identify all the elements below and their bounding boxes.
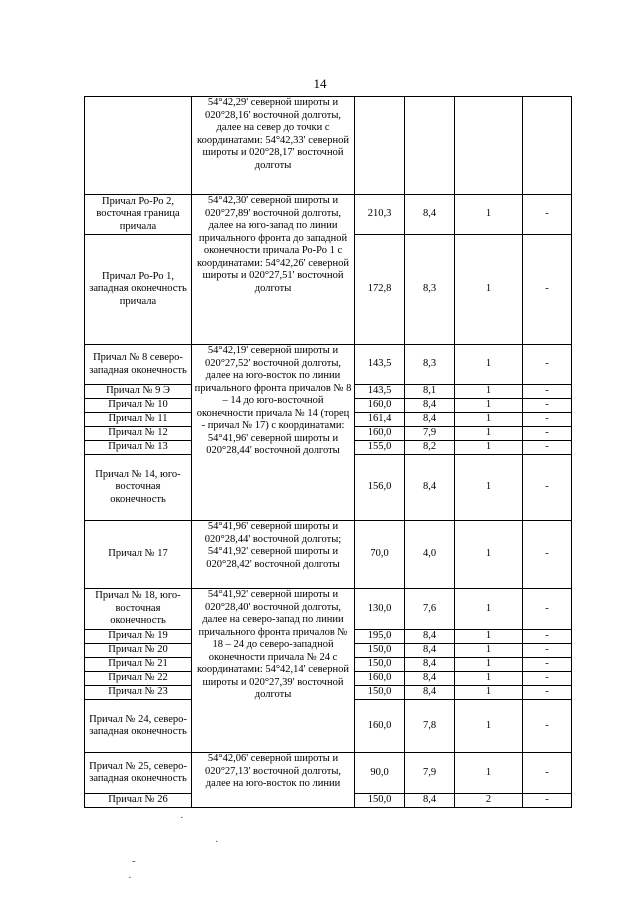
berth-name: Причал № 18, юго-восточная оконечность [85, 589, 192, 630]
berth-name: Причал № 14, юго-восточная оконечность [85, 455, 192, 521]
berth-description: 54°42,19' северной широты и 020°27,52' восточной долготы, далее на юго-восток по линии причального фронта причалов № 8 – 14 до юго-восточной оконечности причала № 14 (торец - причал № 17) с координатами: 54°41,96' северной широты и 020°28,44' восточной долготы [192, 345, 355, 521]
table-row [85, 589, 572, 630]
berth-depth: 8,4 [405, 413, 455, 427]
berth-name: Причал № 22 [85, 672, 192, 686]
berth-depth: 8,4 [405, 630, 455, 644]
berth-name: Причал Ро-Ро 2, восточная граница причала [85, 195, 192, 235]
berth-category: 2 [455, 794, 523, 808]
table-row [85, 97, 572, 195]
berth-category [455, 97, 523, 195]
berth-name: Причал № 9 Э [85, 385, 192, 399]
scan-mark: · [215, 836, 219, 848]
berth-name: Причал Ро-Ро 1, западная оконечность причала [85, 235, 192, 345]
page-number: 14 [313, 76, 327, 91]
berth-name: Причал № 17 [85, 521, 192, 589]
table-row [85, 195, 572, 235]
berth-length: 160,0 [355, 700, 405, 753]
berth-length: 160,0 [355, 672, 405, 686]
berth-depth [405, 97, 455, 195]
berth-description: 54°42,06' северной широты и 020°27,13' восточной долготы, далее на юго-восток по линии [192, 753, 355, 808]
berth-category: 1 [455, 658, 523, 672]
berth-length: 130,0 [355, 589, 405, 630]
berth-depth: 7,6 [405, 589, 455, 630]
berth-length: 156,0 [355, 455, 405, 521]
berth-depth: 8,1 [405, 385, 455, 399]
berth-category: 1 [455, 413, 523, 427]
berth-name [85, 97, 192, 195]
scan-mark: · [128, 872, 132, 884]
berth-description: 54°42,29' северной широты и 020°28,16' восточной долготы, далее на север до точки с координатами: 54°42,33' северной широты и 020°28,17' восточной долготы [192, 97, 355, 195]
berth-category: 1 [455, 672, 523, 686]
berth-name: Причал № 8 северо-западная оконечность [85, 345, 192, 385]
table-row [85, 521, 572, 589]
berth-name: Причал № 12 [85, 427, 192, 441]
berth-length [355, 97, 405, 195]
berth-extra [523, 97, 572, 195]
berth-depth: 8,4 [405, 658, 455, 672]
berth-depth: 7,9 [405, 753, 455, 794]
berth-length: 210,3 [355, 195, 405, 235]
berth-depth: 7,9 [405, 427, 455, 441]
berth-extra: - [523, 753, 572, 794]
berth-category: 1 [455, 753, 523, 794]
berth-description: 54°41,96' северной широты и 020°28,44' восточной долготы; 54°41,92' северной широты и 020°28,42' восточной долготы [192, 521, 355, 589]
berth-category: 1 [455, 441, 523, 455]
berth-extra: - [523, 399, 572, 413]
berth-category: 1 [455, 521, 523, 589]
berth-extra: - [523, 195, 572, 235]
berth-depth: 8,4 [405, 672, 455, 686]
berth-extra: - [523, 235, 572, 345]
berth-extra: - [523, 521, 572, 589]
berth-extra: - [523, 658, 572, 672]
berth-depth: 8,4 [405, 195, 455, 235]
berths-table [84, 96, 572, 808]
berth-length: 150,0 [355, 658, 405, 672]
berth-depth: 8,3 [405, 345, 455, 385]
berth-extra: - [523, 700, 572, 753]
berth-category: 1 [455, 427, 523, 441]
berth-name: Причал № 25, северо-западная оконечность [85, 753, 192, 794]
berth-extra: - [523, 794, 572, 808]
berth-depth: 8,4 [405, 686, 455, 700]
berth-length: 195,0 [355, 630, 405, 644]
berth-name: Причал № 20 [85, 644, 192, 658]
berth-category: 1 [455, 589, 523, 630]
berth-name: Причал № 24, северо-западная оконечность [85, 700, 192, 753]
berth-category: 1 [455, 686, 523, 700]
berth-depth: 4,0 [405, 521, 455, 589]
berth-extra: - [523, 427, 572, 441]
berth-depth: 7,8 [405, 700, 455, 753]
berth-description: 54°41,92' северной широты и 020°28,40' восточной долготы, далее на северо-запад по линии причального фронта причалов № 18 – 24 до северо-западной оконечности причала № 24 с координатами: 54°42,14' северной широты и 020°27,39' восточной долготы [192, 589, 355, 753]
table-row [85, 753, 572, 794]
berth-depth: 8,3 [405, 235, 455, 345]
berth-name: Причал № 19 [85, 630, 192, 644]
berth-extra: - [523, 455, 572, 521]
scan-mark: · [180, 812, 184, 824]
berth-depth: 8,2 [405, 441, 455, 455]
berth-extra: - [523, 672, 572, 686]
berth-extra: - [523, 630, 572, 644]
berth-depth: 8,4 [405, 644, 455, 658]
berth-name: Причал № 21 [85, 658, 192, 672]
berth-length: 150,0 [355, 794, 405, 808]
berth-name: Причал № 13 [85, 441, 192, 455]
berth-category: 1 [455, 399, 523, 413]
berth-depth: 8,4 [405, 399, 455, 413]
berth-extra: - [523, 686, 572, 700]
berth-name: Причал № 11 [85, 413, 192, 427]
berth-length: 70,0 [355, 521, 405, 589]
berth-category: 1 [455, 455, 523, 521]
berth-length: 150,0 [355, 686, 405, 700]
berth-category: 1 [455, 630, 523, 644]
berth-length: 143,5 [355, 345, 405, 385]
berth-name: Причал № 26 [85, 794, 192, 808]
berth-length: 160,0 [355, 427, 405, 441]
berth-description: 54°42,30' северной широты и 020°27,89' восточной долготы, далее на юго-запад по линии причального фронта до западной оконечности причала Ро-Ро 1 с координатами: 54°42,26' северной широты и 020°27,51' восточной долготы [192, 195, 355, 345]
berth-category: 1 [455, 385, 523, 399]
berth-length: 155,0 [355, 441, 405, 455]
berth-extra: - [523, 385, 572, 399]
berth-extra: - [523, 589, 572, 630]
berth-length: 161,4 [355, 413, 405, 427]
berth-name: Причал № 23 [85, 686, 192, 700]
berth-length: 143,5 [355, 385, 405, 399]
berth-extra: - [523, 413, 572, 427]
berth-category: 1 [455, 644, 523, 658]
table-row [85, 345, 572, 385]
berth-length: 172,8 [355, 235, 405, 345]
berth-length: 150,0 [355, 644, 405, 658]
berth-length: 90,0 [355, 753, 405, 794]
berth-extra: - [523, 441, 572, 455]
berth-length: 160,0 [355, 399, 405, 413]
berth-category: 1 [455, 345, 523, 385]
berth-category: 1 [455, 235, 523, 345]
berth-depth: 8,4 [405, 455, 455, 521]
berth-extra: - [523, 644, 572, 658]
berth-category: 1 [455, 700, 523, 753]
berth-name: Причал № 10 [85, 399, 192, 413]
scan-mark: - [132, 855, 136, 867]
berth-extra: - [523, 345, 572, 385]
berth-category: 1 [455, 195, 523, 235]
berth-depth: 8,4 [405, 794, 455, 808]
